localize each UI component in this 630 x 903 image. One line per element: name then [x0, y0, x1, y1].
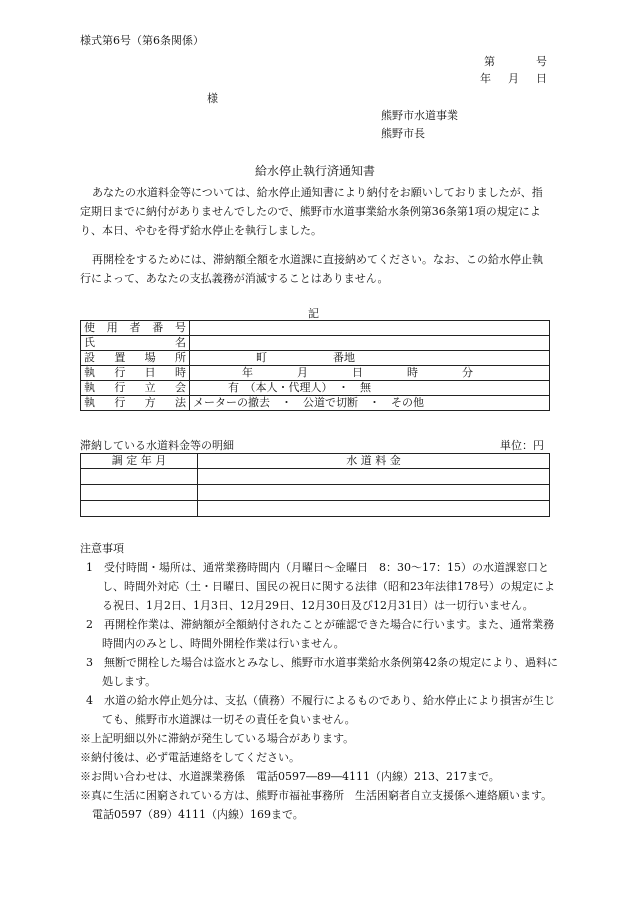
info-value: 町 番地 — [190, 351, 550, 366]
note-item: 4 水道の給水停止処分は、支払（債務）不履行によるものであり、給水停止により損害が生じても、熊野市水道課は一切その責任を負いません。 — [86, 694, 555, 726]
note-item: 2 再開栓作業は、滞納額が全額納付されたことが確認できた場合に行います。また、通常業務時間内のみとし、時間外開栓作業は行いません。 — [86, 618, 555, 650]
info-value — [190, 336, 550, 351]
table-row — [81, 321, 550, 336]
info-value: 年 月 日 時 分 — [190, 366, 550, 381]
info-value: メーターの撤去 ・ 公道で切断 ・ その他 — [190, 396, 550, 411]
info-value — [190, 321, 550, 336]
col-header-fee: 水 道 料 金 — [198, 454, 550, 469]
info-label: 執行方法 — [81, 396, 190, 411]
table-row — [81, 454, 550, 469]
note-item: 3 無断で開栓した場合は盗水とみなし、熊野市水道事業給水条例第42条の規定により、過料に処します。 — [86, 656, 558, 688]
phone-line: 電話0597（89）4111（内線）169まで。 — [92, 808, 304, 821]
body-paragraph-2: 再開栓をするためには、滞納額全額を水道課に直接納めてください。なお、この給水停止執行によって、あなたの支払義務が消滅することはありません。 — [80, 253, 543, 285]
table-row — [81, 336, 550, 351]
note-item: 1 受付時間・場所は、通常業務時間内（月曜日～金曜日 8：30～17：15）の水道課窓口とし、時間外対応（土・日曜日、国民の祝日に関する法律（昭和23年法律178号）の規定による祝日、1月2日、1月3日、12月29日、12月30日及び12月31日）は一切行いません。 — [86, 561, 555, 612]
unit-label: 単位：円 — [500, 439, 544, 452]
note-star-item: ※納付後は、必ず電話連絡をしてください。 — [80, 751, 300, 764]
info-label: 氏名 — [81, 336, 190, 351]
table-row — [81, 351, 550, 366]
notes-title: 注意事項 — [80, 542, 124, 555]
table-row — [81, 469, 550, 485]
issuer-org: 熊野市水道事業 — [381, 109, 458, 122]
form-id: 様式第6号（第6条関係） — [80, 34, 204, 47]
info-label: 設置場所 — [81, 351, 190, 366]
info-table — [80, 320, 550, 411]
note-star-item: ※上記明細以外に滞納が発生している場合があります。 — [80, 732, 355, 745]
info-value: 有 （本人・代理人） ・ 無 — [190, 381, 550, 396]
table-row — [81, 485, 550, 501]
info-label: 執行立会 — [81, 381, 190, 396]
document-date: 年 月 日 — [480, 72, 550, 85]
info-label: 執行日時 — [81, 366, 190, 381]
info-label: 使用者番号 — [81, 321, 190, 336]
col-header-period: 調 定 年 月 — [81, 454, 198, 469]
document-title: 給水停止執行済通知書 — [255, 164, 376, 178]
note-star-item: ※お問い合わせは、水道課業務係 電話0597―89―4111（内線）213、217まで。 — [80, 770, 500, 783]
document-number: 第 号 — [484, 55, 549, 68]
breakdown-table — [80, 453, 550, 517]
body-paragraph-1: あなたの水道料金等については、給水停止通知書により納付をお願いしておりましたが、指定期日までに納付がありませんでしたので、熊野市水道事業給水条例第36条第1項の規定により、本日、やむを得ず給水停止を執行しました。 — [80, 186, 543, 237]
issuer-name: 熊野市長 — [381, 127, 425, 140]
table-row — [81, 381, 550, 396]
ki-label: 記 — [308, 307, 319, 320]
table-row — [81, 366, 550, 381]
breakdown-title: 滞納している水道料金等の明細 — [80, 439, 234, 452]
table-row — [81, 396, 550, 411]
addressee-suffix: 様 — [207, 92, 218, 105]
note-star-item: ※真に生活に困窮されている方は、熊野市福祉事務所 生活困窮者自立支援係へ連絡願います。 — [80, 789, 553, 802]
notes-list — [80, 558, 560, 824]
table-row — [81, 501, 550, 517]
